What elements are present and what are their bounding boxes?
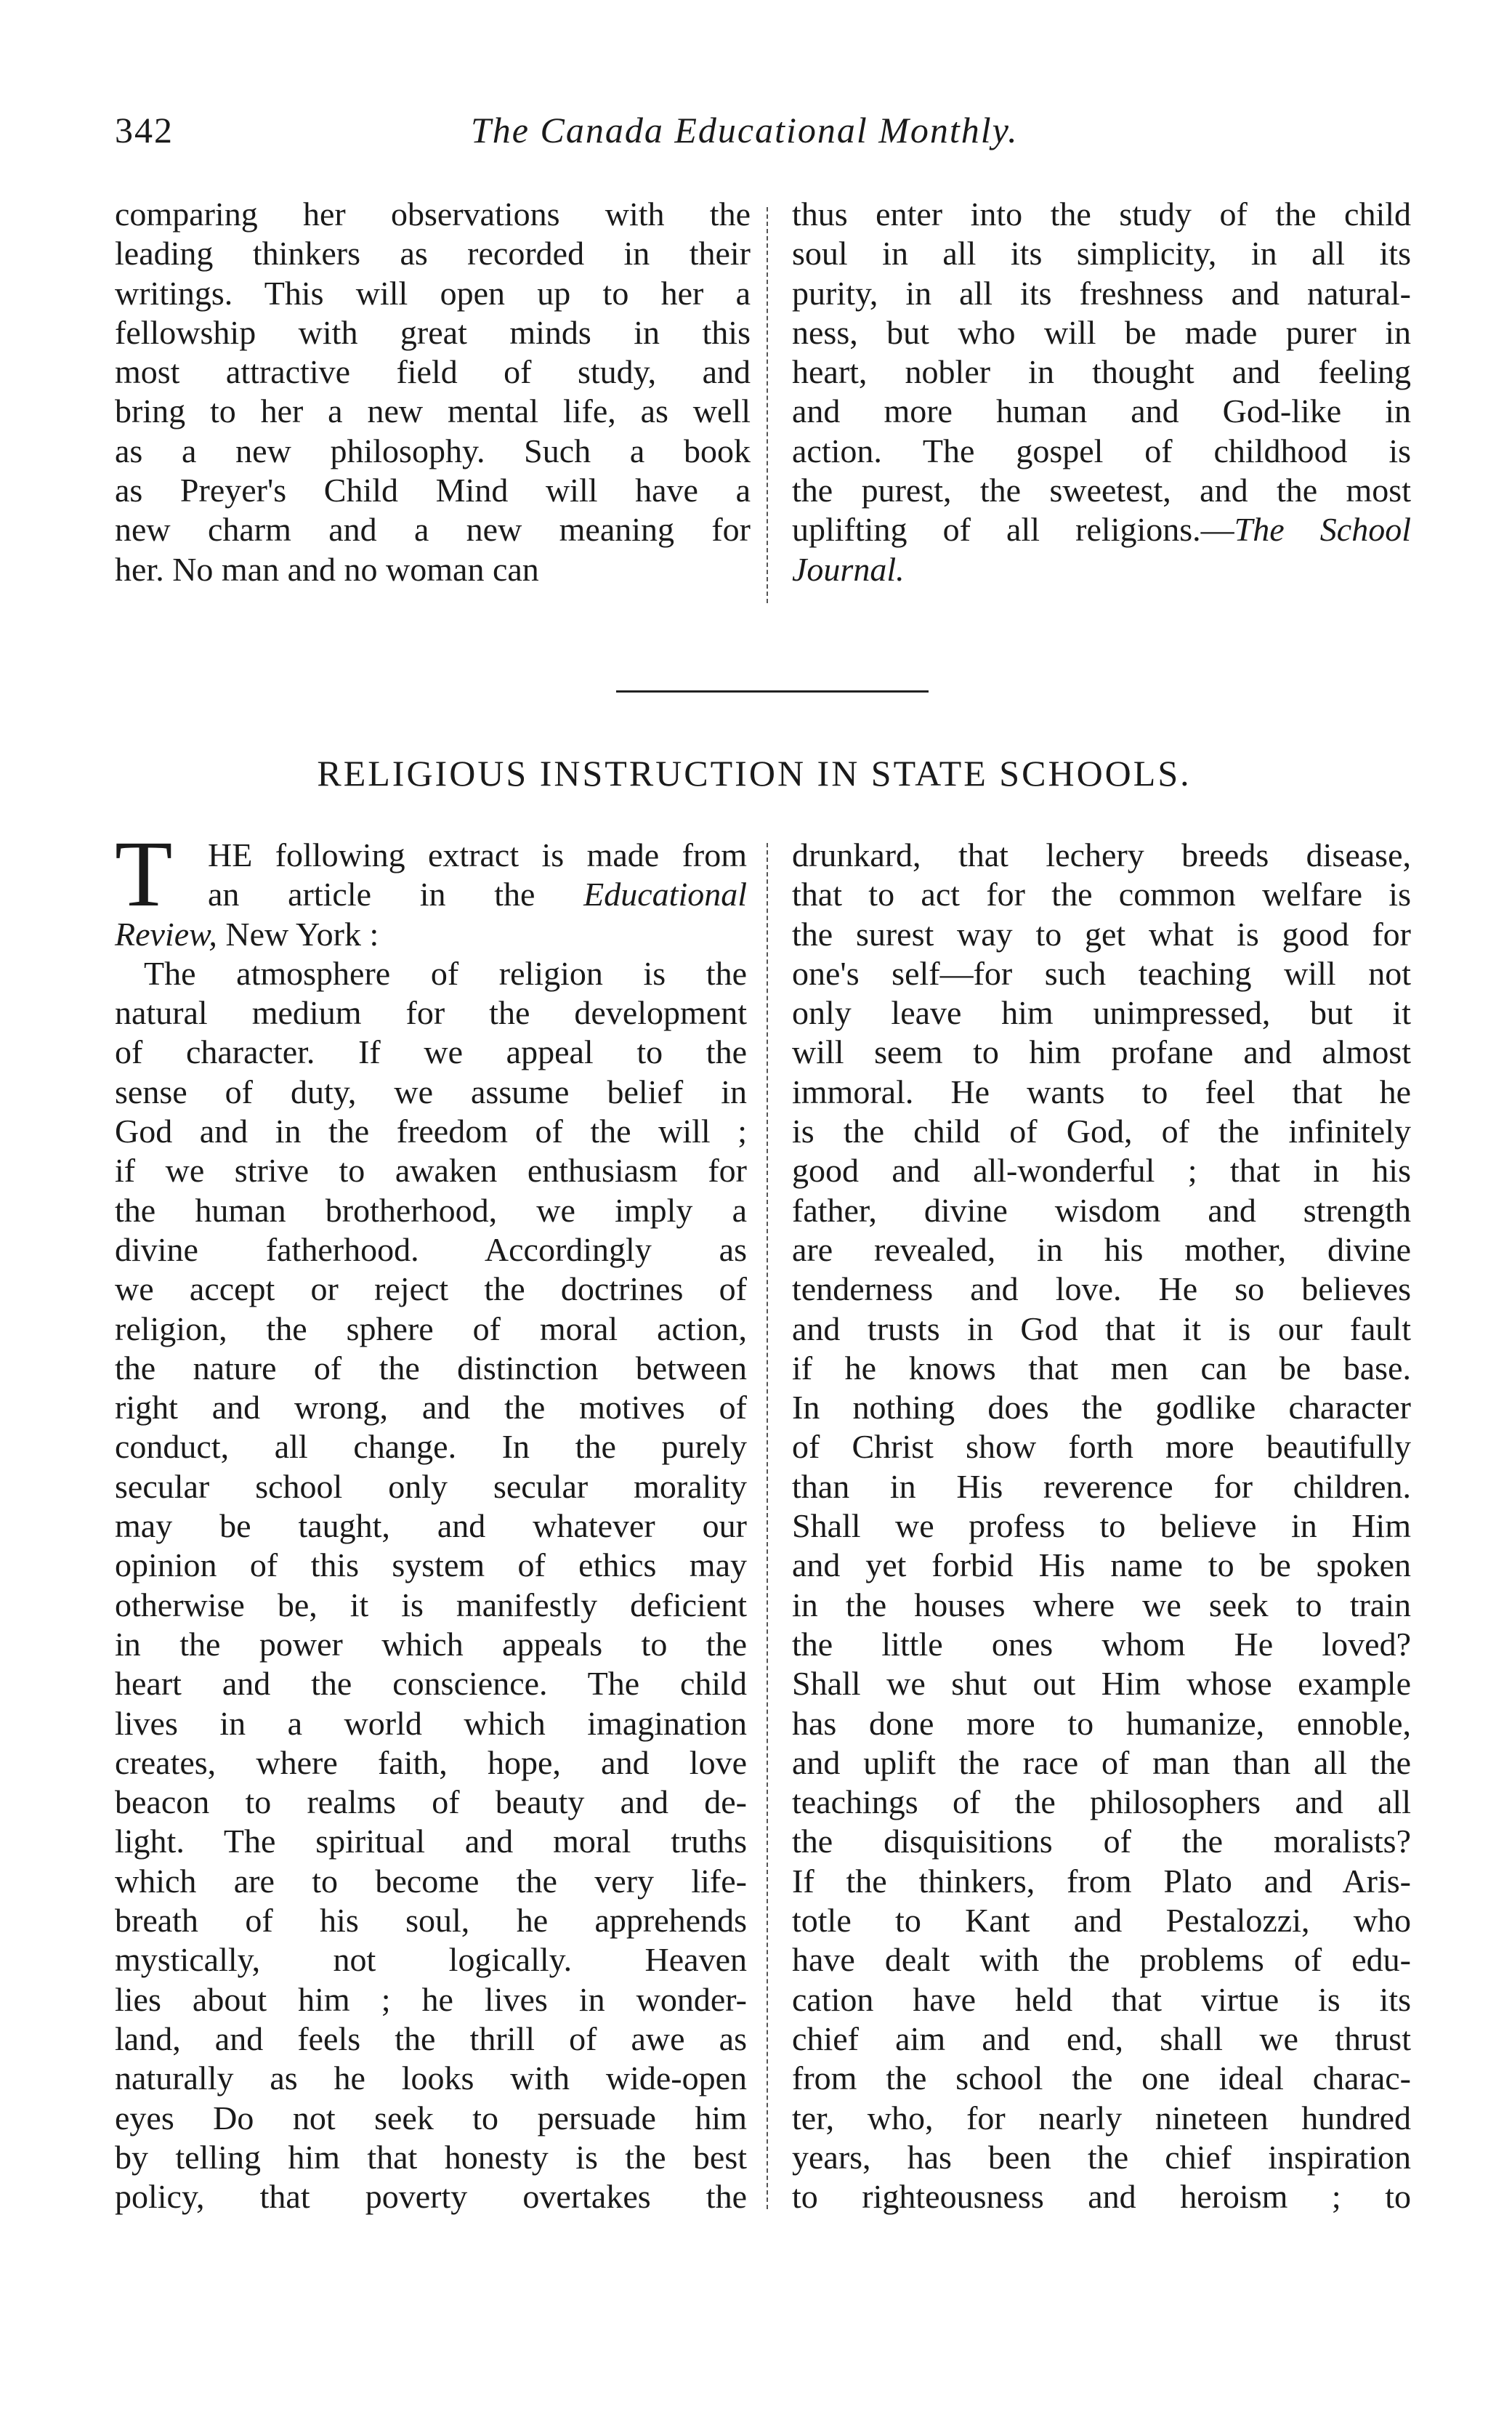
text-line: thus enter into the study of the child: [792, 195, 1411, 233]
text-line: immoral. He wants to feel that he: [792, 1073, 1411, 1110]
text-line: the disquisitions of the moralists?: [792, 1823, 1411, 1860]
text-line: the little ones whom He loved?: [792, 1625, 1411, 1663]
text-line: is the child of God, of the infinitely: [792, 1113, 1411, 1150]
text-line: Journal.: [792, 550, 905, 588]
text-line: from the school the one ideal charac-: [792, 2059, 1411, 2097]
intro-line-3: Review, New York :: [115, 915, 379, 953]
text-line: conduct, all change. In the purely: [115, 1428, 747, 1466]
text-line: the purest, the sweetest, and the most: [792, 472, 1411, 509]
text-line: ter, who, for nearly nineteen hundred: [792, 2099, 1411, 2136]
text-line: lives in a world which imagination: [115, 1704, 747, 1742]
text-line: by telling him that honesty is the best: [115, 2138, 747, 2176]
section-divider: [616, 690, 929, 693]
text-line: and more human and God-like in: [792, 392, 1411, 430]
text-line: bring to her a new mental life, as well: [115, 392, 751, 430]
text-line: totle to Kant and Pestalozzi, who: [792, 1902, 1411, 1940]
text-line: years, has been the chief inspiration: [792, 2138, 1411, 2176]
text-line: comparing her observations with the: [115, 195, 751, 233]
text-line: light. The spiritual and moral truths: [115, 1823, 747, 1860]
text-line: otherwise be, it is manifestly deficient: [115, 1586, 747, 1623]
text-line: has done more to humanize, ennoble,: [792, 1704, 1411, 1742]
text-line: lies about him ; he lives in wonder-: [115, 1980, 747, 2018]
text-line: if he knows that men can be base.: [792, 1349, 1411, 1387]
text-line: The atmosphere of religion is the: [144, 954, 747, 992]
text-line: right and wrong, and the motives of: [115, 1389, 747, 1427]
text-line: her. No man and no woman can: [115, 550, 539, 588]
text-line: If the thinkers, from Plato and Aris-: [792, 1862, 1411, 1900]
top-left-column: [115, 195, 751, 589]
article-left-column: [115, 822, 748, 2216]
text-line: breath of his soul, he apprehends: [115, 1902, 747, 1940]
text-line: will seem to him profane and almost: [792, 1033, 1411, 1071]
text-line: land, and feels the thrill of awe as: [115, 2019, 747, 2057]
text-line: Shall we shut out Him whose example: [792, 1665, 1411, 1703]
text-line: that to act for the common welfare is: [792, 876, 1411, 913]
text-line: have dealt with the problems of edu-: [792, 1941, 1411, 1979]
text-line: teachings of the philosophers and all: [792, 1783, 1411, 1821]
text-line: are revealed, in his mother, divine: [792, 1230, 1411, 1268]
text-line: the human brotherhood, we imply a: [115, 1191, 747, 1229]
page-header: [115, 109, 1430, 167]
running-title: The Canada Educational Monthly.: [471, 110, 1019, 150]
text-line: sense of duty, we assume belief in: [115, 1073, 747, 1110]
text-line: opinion of this system of ethics may: [115, 1546, 747, 1584]
text-line: divine fatherhood. Accordingly as: [115, 1230, 747, 1268]
text-line: uplifting of all religions.—The School: [792, 511, 1411, 549]
top-right-column: [792, 195, 1411, 589]
text-line: one's self—for such teaching will not: [792, 954, 1411, 992]
text-line: fellowship with great minds in this: [115, 313, 751, 351]
text-line: only leave him unimpressed, but it: [792, 994, 1411, 1032]
text-line: and yet forbid His name to be spoken: [792, 1546, 1411, 1584]
text-line: may be taught, and whatever our: [115, 1507, 747, 1545]
text-line: of character. If we appeal to the: [115, 1033, 747, 1071]
text-line: cation have held that virtue is its: [792, 1980, 1411, 2018]
text-line: chief aim and end, shall we thrust: [792, 2019, 1411, 2057]
text-line: we accept or reject the doctrines of: [115, 1270, 747, 1308]
text-line: secular school only secular morality: [115, 1467, 747, 1505]
text-line: as Preyer's Child Mind will have a: [115, 472, 751, 509]
text-line: Shall we profess to believe in Him: [792, 1507, 1411, 1545]
text-line: new charm and a new meaning for: [115, 511, 751, 549]
text-line: religion, the sphere of moral action,: [115, 1310, 747, 1347]
text-line: beacon to realms of beauty and de-: [115, 1783, 747, 1821]
intro-line-2: an article in the Educational: [208, 876, 748, 913]
page-number: 342: [115, 110, 174, 150]
text-line: of Christ show forth more beautifully: [792, 1428, 1411, 1466]
text-line: if we strive to awaken enthusiasm for: [115, 1152, 747, 1190]
article-right-column: [792, 836, 1411, 2216]
article-heading: RELIGIOUS INSTRUCTION IN STATE SCHOOLS.: [317, 753, 1192, 794]
text-line: God and in the freedom of the will ;: [115, 1113, 747, 1150]
text-line: the nature of the distinction between: [115, 1349, 747, 1387]
text-line: heart and the conscience. The child: [115, 1665, 747, 1703]
column-divider-top: [767, 207, 768, 603]
text-line: naturally as he looks with wide-open: [115, 2059, 747, 2097]
text-line: leading thinkers as recorded in their: [115, 235, 751, 273]
text-line: purity, in all its freshness and natural-: [792, 274, 1411, 312]
text-line: most attractive field of study, and: [115, 353, 751, 391]
text-line: ness, but who will be made purer in: [792, 313, 1411, 351]
text-line: action. The gospel of childhood is: [792, 432, 1411, 469]
text-line: soul in all its simplicity, in all its: [792, 235, 1411, 273]
text-line: creates, where faith, hope, and love: [115, 1743, 747, 1781]
text-line: drunkard, that lechery breeds disease,: [792, 836, 1411, 873]
text-line: eyes Do not seek to persuade him: [115, 2099, 747, 2136]
text-line: policy, that poverty overtakes the: [115, 2178, 747, 2216]
intro-line-1: HE following extract is made from: [208, 836, 747, 873]
text-line: In nothing does the godlike character: [792, 1389, 1411, 1427]
text-line: in the houses where we seek to train: [792, 1586, 1411, 1623]
text-line: natural medium for the development: [115, 994, 747, 1032]
text-line: as a new philosophy. Such a book: [115, 432, 751, 469]
drop-cap: T: [115, 822, 173, 927]
text-line: writings. This will open up to her a: [115, 274, 751, 312]
text-line: in the power which appeals to the: [115, 1625, 747, 1663]
text-line: and trusts in God that it is our fault: [792, 1310, 1411, 1347]
text-line: father, divine wisdom and strength: [792, 1191, 1411, 1229]
text-line: tenderness and love. He so believes: [792, 1270, 1411, 1308]
column-divider-article: [767, 843, 768, 2209]
text-line: good and all-wonderful ; that in his: [792, 1152, 1411, 1190]
text-line: mystically, not logically. Heaven: [115, 1941, 747, 1979]
text-line: the surest way to get what is good for: [792, 915, 1411, 953]
text-line: which are to become the very life-: [115, 1862, 747, 1900]
text-line: heart, nobler in thought and feeling: [792, 353, 1411, 391]
text-line: to righteousness and heroism ; to: [792, 2178, 1411, 2216]
text-line: than in His reverence for children.: [792, 1467, 1411, 1505]
text-line: and uplift the race of man than all the: [792, 1743, 1411, 1781]
